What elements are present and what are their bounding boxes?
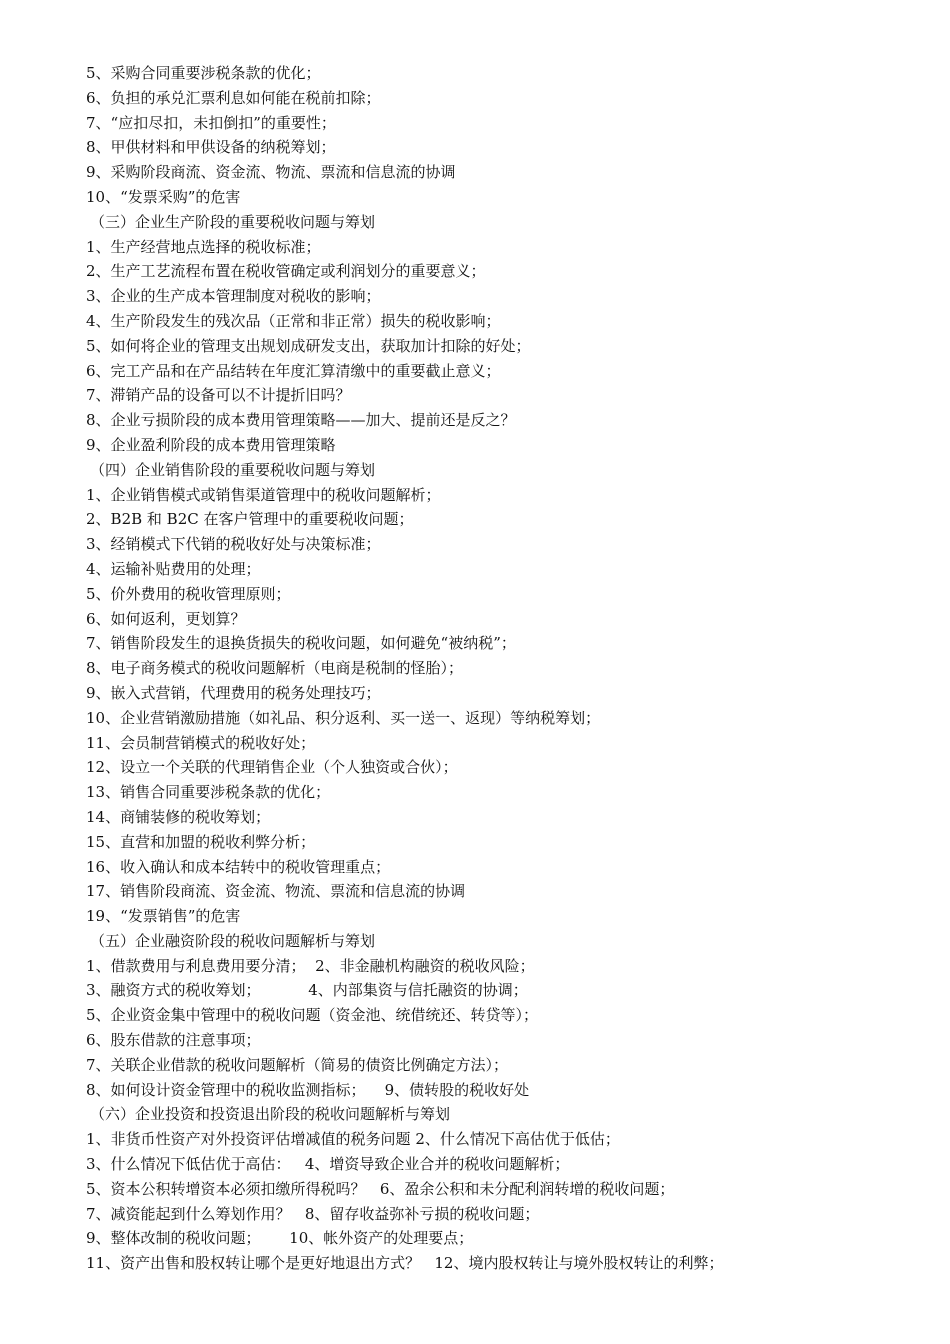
list-item: 5、如何将企业的管理支出规划成研发支出，获取加计扣除的好处； bbox=[86, 336, 531, 355]
list-item: 7、减资能起到什么筹划作用？ 8、留存收益弥补亏损的税收问题； bbox=[86, 1204, 540, 1223]
list-item: 1、企业销售模式或销售渠道管理中的税收问题解析； bbox=[86, 485, 441, 504]
list-item: 14、商铺装修的税收筹划； bbox=[86, 807, 271, 826]
list-item: 3、什么情况下低估优于高估： 4、增资导致企业合并的税收问题解析； bbox=[86, 1155, 570, 1174]
list-item: 17、销售阶段商流、资金流、物流、票流和信息流的协调 bbox=[86, 882, 466, 901]
list-item: 3、企业的生产成本管理制度对税收的影响； bbox=[86, 287, 381, 306]
section-heading: （六）企业投资和投资退出阶段的税收问题解析与筹划 bbox=[90, 1105, 451, 1124]
list-item: 3、融资方式的税收筹划； 4、内部集资与信托融资的协调； bbox=[86, 981, 528, 1000]
list-item: 4、生产阶段发生的残次品（正常和非正常）损失的税收影响； bbox=[86, 311, 501, 330]
list-item: 19、“发票销售”的危害 bbox=[86, 907, 241, 926]
list-item: 8、如何设计资金管理中的税收监测指标； 9、债转股的税收好处 bbox=[86, 1080, 530, 1099]
section-heading: （三）企业生产阶段的重要税收问题与筹划 bbox=[90, 212, 376, 231]
list-item: 6、负担的承兑汇票利息如何能在税前扣除； bbox=[86, 88, 381, 107]
list-item: 1、非货币性资产对外投资评估增减值的税务问题 2、什么情况下高估优于低估； bbox=[86, 1130, 620, 1149]
list-item: 5、采购合同重要涉税条款的优化； bbox=[86, 64, 321, 82]
list-item: 13、销售合同重要涉税条款的优化； bbox=[86, 783, 331, 802]
list-item: 11、资产出售和股权转让哪个是更好地退出方式？ 12、境内股权转让与境外股权转让的利弊； bbox=[86, 1254, 724, 1273]
list-item: 5、价外费用的税收管理原则； bbox=[86, 584, 291, 603]
list-item: 9、整体改制的税收问题； 10、帐外资产的处理要点； bbox=[86, 1229, 474, 1248]
list-item: 9、采购阶段商流、资金流、物流、票流和信息流的协调 bbox=[86, 163, 456, 182]
list-item: 2、B2B 和 B2C 在客户管理中的重要税收问题； bbox=[86, 510, 414, 529]
list-item: 6、完工产品和在产品结转在年度汇算清缴中的重要截止意义； bbox=[86, 361, 501, 380]
list-item: 7、“应扣尽扣，未扣倒扣”的重要性； bbox=[86, 113, 336, 132]
list-item: 8、甲供材料和甲供设备的纳税筹划； bbox=[86, 138, 336, 157]
list-item: 8、电子商务模式的税收问题解析（电商是税制的怪胎）； bbox=[86, 659, 464, 678]
list-item: 5、资本公积转增资本必须扣缴所得税吗？ 6、盈余公积和未分配利润转增的税收问题； bbox=[86, 1179, 675, 1198]
list-item: 7、滞销产品的设备可以不计提折旧吗？ bbox=[86, 386, 351, 405]
list-item: 10、企业营销激励措施（如礼品、积分返利、买一送一、返现）等纳税筹划； bbox=[86, 708, 601, 727]
list-item: 7、关联企业借款的税收问题解析（简易的债资比例确定方法）； bbox=[86, 1055, 509, 1074]
list-item: 16、收入确认和成本结转中的税收管理重点； bbox=[86, 857, 391, 876]
list-item: 6、股东借款的注意事项； bbox=[86, 1031, 261, 1050]
list-item: 2、生产工艺流程布置在税收管确定或利润划分的重要意义； bbox=[86, 262, 486, 281]
list-item: 9、嵌入式营销，代理费用的税务处理技巧； bbox=[86, 683, 381, 702]
list-item: 6、如何返利，更划算？ bbox=[86, 609, 246, 628]
list-item: 1、借款费用与利息费用要分清； 2、非金融机构融资的税收风险； bbox=[86, 956, 535, 975]
document-body bbox=[86, 61, 926, 1276]
list-item: 4、运输补贴费用的处理； bbox=[86, 559, 261, 578]
list-item: 1、生产经营地点选择的税收标准； bbox=[86, 237, 321, 256]
list-item: 3、经销模式下代销的税收好处与决策标准； bbox=[86, 535, 381, 554]
list-item: 5、企业资金集中管理中的税收问题（资金池、统借统还、转贷等）； bbox=[86, 1006, 539, 1025]
section-heading: （五）企业融资阶段的税收问题解析与筹划 bbox=[90, 931, 376, 950]
list-item: 10、“发票采购”的危害 bbox=[86, 187, 241, 206]
list-item: 12、设立一个关联的代理销售企业（个人独资或合伙）； bbox=[86, 758, 458, 777]
list-item: 9、企业盈利阶段的成本费用管理策略 bbox=[86, 435, 336, 454]
list-item: 11、会员制营销模式的税收好处； bbox=[86, 733, 316, 752]
section-heading: （四）企业销售阶段的重要税收问题与筹划 bbox=[90, 460, 376, 479]
list-item: 15、直营和加盟的税收利弊分析； bbox=[86, 832, 316, 851]
list-item: 7、销售阶段发生的退换货损失的税收问题，如何避免“被纳税”； bbox=[86, 634, 516, 653]
list-item: 8、企业亏损阶段的成本费用管理策略——加大、提前还是反之？ bbox=[86, 411, 516, 430]
